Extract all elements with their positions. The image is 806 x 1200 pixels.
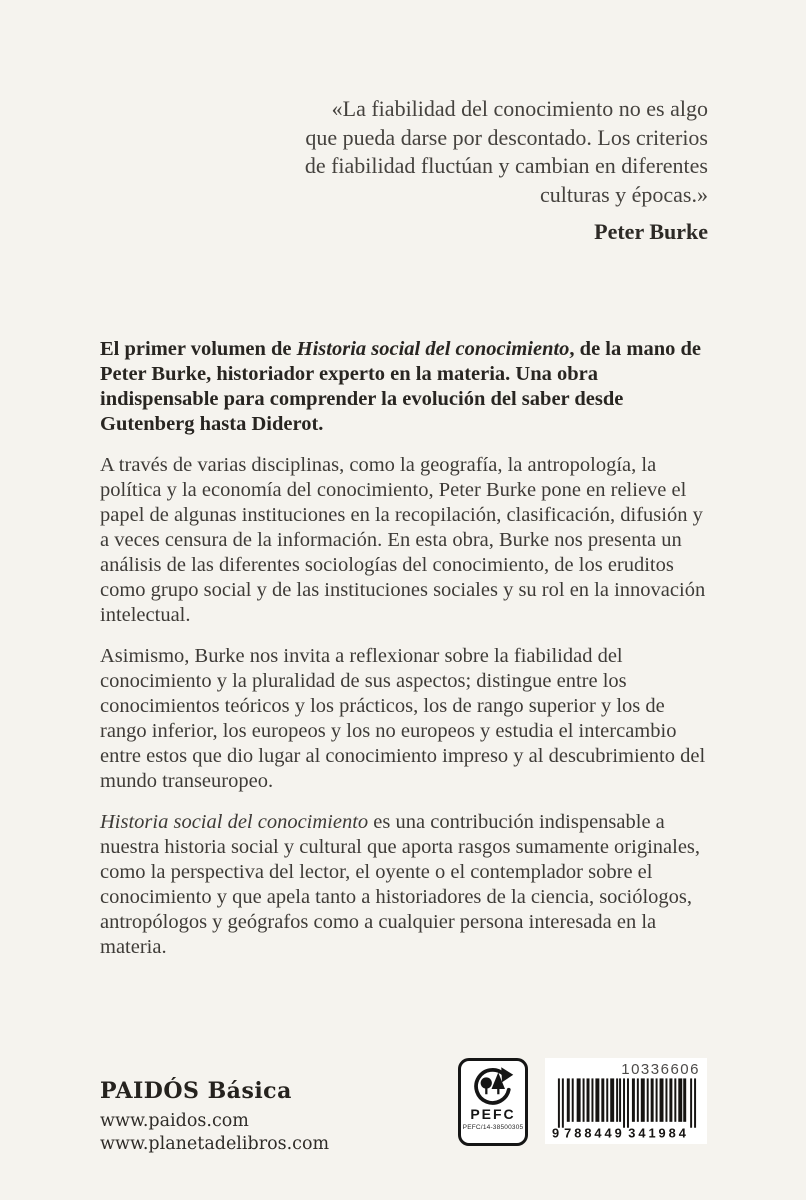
quote-block (228, 95, 708, 247)
book-title-italic: Historia social del conocimiento (100, 811, 369, 833)
ean-group1-digits: 788449 (564, 1125, 625, 1140)
imprint-block (100, 1078, 329, 1156)
imprint-url-planetadelibros: www.planetadelibros.com (100, 1134, 330, 1154)
ean-prefix-digit: 9 (552, 1125, 560, 1140)
barcode-box (545, 1058, 707, 1144)
pefc-logo (458, 1058, 528, 1146)
synopsis (100, 337, 714, 976)
synopsis-paragraph-3: Asimismo, Burke nos invita a reflexionar sobre la fiabilidad del conocimiento y la pluralidad de sus aspectos; distingue entre los conocimientos teóricos y los prácticos, los de rango superior y los de rango inferior, los europeos y los no europeos y estudia el intercambio entre estos que dio lugar al conocimiento impreso y al descubrimiento del mundo transeuropeo. (100, 645, 706, 792)
lead-text-post: , de la mano de Peter Burke, historiador experto en la materia. Una obra indispensable para comprender la evolución del saber desde Gutenberg hasta Diderot. (100, 338, 701, 435)
quote-line: culturas y épocas.» (540, 181, 708, 207)
synopsis-paragraph-lead (100, 337, 714, 437)
lead-text-pre: El primer volumen de (100, 338, 297, 360)
synopsis-paragraph-2: A través de varias disciplinas, como la geografía, la antropología, la política y la economía del conocimiento, Peter Burke pone en relieve el papel de algunas instituciones en la recopilación, clasificación, difusión y a veces censura de la información. En esta obra, Burke nos presenta un análisis de las diferentes sociologías del conocimiento, de los eruditos como grupo social y de las instituciones sociales y su rol en la innovación intelectual. (100, 454, 706, 626)
synopsis-paragraph-4 (100, 810, 714, 960)
imprint-name: PAIDÓS Básica (100, 1078, 292, 1104)
quote-line: que pueda darse por descontado. Los criterios (305, 124, 708, 150)
quote-attribution: Peter Burke (594, 219, 708, 244)
pefc-cert-number: PEFC/14-38500305 (462, 1124, 524, 1131)
ean-barcode (552, 1078, 700, 1140)
quote-line: «La fiabilidad del conocimiento no es algo (331, 96, 708, 121)
barcode-product-number: 10336606 (621, 1061, 700, 1078)
pefc-label: PEFC (470, 1106, 516, 1122)
pefc-trees-icon (470, 1065, 516, 1107)
imprint-url-paidos: www.paidos.com (100, 1111, 249, 1131)
ean-group2-digits: 341984 (628, 1125, 689, 1140)
paragraph4-text: es una contribución indispensable a nuestra historia social y cultural que aporta rasgos sumamente originales, como la perspectiva del lector, el oyente o el contemplador sobre el conocimiento y que apela tanto a historiadores de la ciencia, sociólogos, antropólogos y geógrafos como a cualquier persona interesada en la materia. (100, 811, 701, 958)
quote-line: de fiabilidad fluctúan y cambian en diferentes (304, 153, 708, 178)
book-title-italic: Historia social del conocimiento (296, 338, 570, 360)
